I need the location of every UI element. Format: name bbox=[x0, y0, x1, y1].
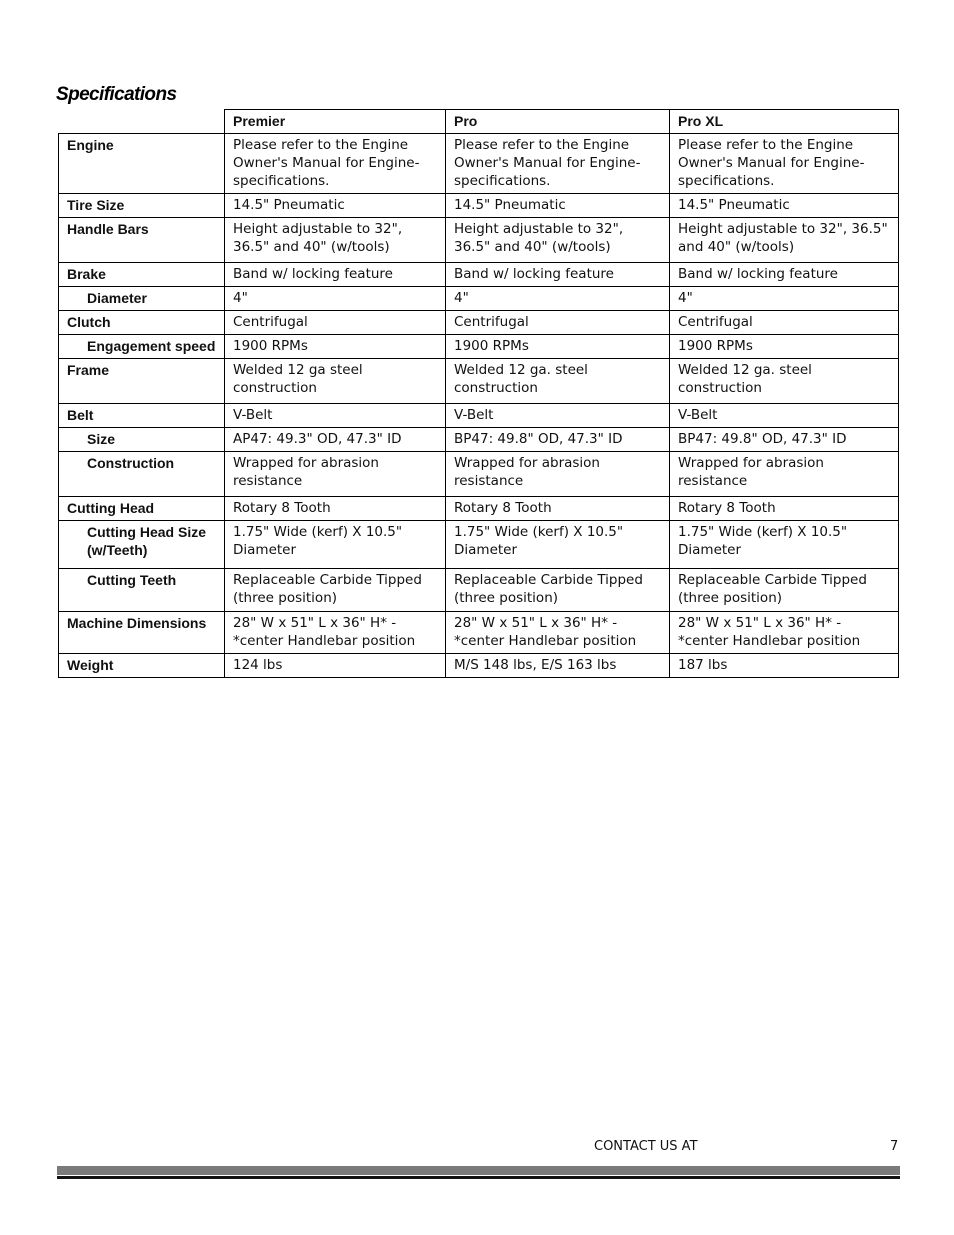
table-cell: Band w/ locking feature bbox=[225, 263, 446, 287]
table-cell: M/S 148 lbs, E/S 163 lbs bbox=[446, 654, 670, 678]
row-label: Size bbox=[59, 428, 225, 452]
table-cell: Please refer to the Engine Owner's Manual for Engine-specifications. bbox=[225, 134, 446, 194]
table-row bbox=[59, 404, 899, 428]
table-row bbox=[59, 134, 899, 194]
table-cell: Centrifugal bbox=[225, 311, 446, 335]
table-cell: Wrapped for abrasion resistance bbox=[225, 452, 446, 497]
table-cell: 1.75" Wide (kerf) X 10.5" Diameter bbox=[225, 521, 446, 569]
table-cell: Centrifugal bbox=[670, 311, 899, 335]
table-cell: 1900 RPMs bbox=[670, 335, 899, 359]
table-cell: AP47: 49.3" OD, 47.3" ID bbox=[225, 428, 446, 452]
table-row bbox=[59, 521, 899, 569]
table-row bbox=[59, 497, 899, 521]
row-label: Machine Dimensions bbox=[59, 612, 225, 654]
row-label: Weight bbox=[59, 654, 225, 678]
table-row bbox=[59, 612, 899, 654]
table-cell: 14.5" Pneumatic bbox=[225, 194, 446, 218]
row-label: Belt bbox=[59, 404, 225, 428]
table-cell: 14.5" Pneumatic bbox=[670, 194, 899, 218]
table-cell: 1900 RPMs bbox=[446, 335, 670, 359]
table-cell: BP47: 49.8" OD, 47.3" ID bbox=[670, 428, 899, 452]
specifications-body bbox=[59, 134, 899, 678]
table-row bbox=[59, 311, 899, 335]
table-cell: Height adjustable to 32", 36.5" and 40" (w/tools) bbox=[225, 218, 446, 263]
row-label: Engine bbox=[59, 134, 225, 194]
table-cell: Please refer to the Engine Owner's Manual for Engine-specifications. bbox=[670, 134, 899, 194]
table-cell: 28" W x 51" L x 36" H* - *center Handlebar position bbox=[446, 612, 670, 654]
table-cell: Wrapped for abrasion resistance bbox=[670, 452, 899, 497]
table-cell: 1.75" Wide (kerf) X 10.5" Diameter bbox=[670, 521, 899, 569]
table-cell: Welded 12 ga steel construction bbox=[225, 359, 446, 404]
table-cell: Replaceable Carbide Tipped (three position) bbox=[446, 569, 670, 612]
row-label: Construction bbox=[59, 452, 225, 497]
table-row bbox=[59, 263, 899, 287]
table-cell: Replaceable Carbide Tipped (three position) bbox=[670, 569, 899, 612]
table-cell: Welded 12 ga. steel construction bbox=[446, 359, 670, 404]
row-label: Clutch bbox=[59, 311, 225, 335]
table-cell: 4" bbox=[670, 287, 899, 311]
page-title: Specifications bbox=[56, 84, 177, 105]
specifications-table bbox=[58, 109, 899, 678]
table-cell: Height adjustable to 32", 36.5" and 40" (w/tools) bbox=[446, 218, 670, 263]
table-cell: Band w/ locking feature bbox=[670, 263, 899, 287]
table-row bbox=[59, 654, 899, 678]
table-cell: Rotary 8 Tooth bbox=[446, 497, 670, 521]
table-cell: Welded 12 ga. steel construction bbox=[670, 359, 899, 404]
table-cell: 28" W x 51" L x 36" H* - *center Handlebar position bbox=[225, 612, 446, 654]
row-label: Frame bbox=[59, 359, 225, 404]
column-header-pro-xl: Pro XL bbox=[670, 110, 899, 134]
table-cell: Centrifugal bbox=[446, 311, 670, 335]
table-cell: 28" W x 51" L x 36" H* - *center Handlebar position bbox=[670, 612, 899, 654]
footer-rule-black bbox=[57, 1176, 900, 1179]
table-cell: 1.75" Wide (kerf) X 10.5" Diameter bbox=[446, 521, 670, 569]
table-row bbox=[59, 335, 899, 359]
row-label: Engagement speed bbox=[59, 335, 225, 359]
table-cell: 4" bbox=[225, 287, 446, 311]
row-label: Tire Size bbox=[59, 194, 225, 218]
table-cell: V-Belt bbox=[225, 404, 446, 428]
table-cell: 1900 RPMs bbox=[225, 335, 446, 359]
row-label: Brake bbox=[59, 263, 225, 287]
table-cell: Rotary 8 Tooth bbox=[670, 497, 899, 521]
table-cell: 14.5" Pneumatic bbox=[446, 194, 670, 218]
table-row bbox=[59, 194, 899, 218]
row-label: Diameter bbox=[59, 287, 225, 311]
footer-contact: CONTACT US AT bbox=[594, 1139, 698, 1154]
table-row bbox=[59, 428, 899, 452]
column-header-premier: Premier bbox=[225, 110, 446, 134]
table-cell: Wrapped for abrasion resistance bbox=[446, 452, 670, 497]
table-row bbox=[59, 569, 899, 612]
table-cell: Rotary 8 Tooth bbox=[225, 497, 446, 521]
table-row bbox=[59, 218, 899, 263]
table-row bbox=[59, 452, 899, 497]
column-header-pro: Pro bbox=[446, 110, 670, 134]
table-cell: V-Belt bbox=[446, 404, 670, 428]
table-row bbox=[59, 287, 899, 311]
row-label: Cutting Teeth bbox=[59, 569, 225, 612]
row-label: Handle Bars bbox=[59, 218, 225, 263]
table-cell: BP47: 49.8" OD, 47.3" ID bbox=[446, 428, 670, 452]
table-cell: Band w/ locking feature bbox=[446, 263, 670, 287]
table-cell: V-Belt bbox=[670, 404, 899, 428]
table-header-row bbox=[59, 110, 899, 134]
table-cell: 124 lbs bbox=[225, 654, 446, 678]
table-cell: 4" bbox=[446, 287, 670, 311]
row-label: Cutting Head bbox=[59, 497, 225, 521]
table-cell: Height adjustable to 32", 36.5" and 40" (w/tools) bbox=[670, 218, 899, 263]
table-cell: 187 lbs bbox=[670, 654, 899, 678]
header-blank-cell bbox=[59, 110, 225, 134]
table-cell: Replaceable Carbide Tipped (three position) bbox=[225, 569, 446, 612]
table-cell: Please refer to the Engine Owner's Manual for Engine-specifications. bbox=[446, 134, 670, 194]
row-label: Cutting Head Size (w/Teeth) bbox=[59, 521, 225, 569]
table-row bbox=[59, 359, 899, 404]
footer-rule-gray bbox=[57, 1166, 900, 1175]
page-number: 7 bbox=[890, 1139, 899, 1154]
